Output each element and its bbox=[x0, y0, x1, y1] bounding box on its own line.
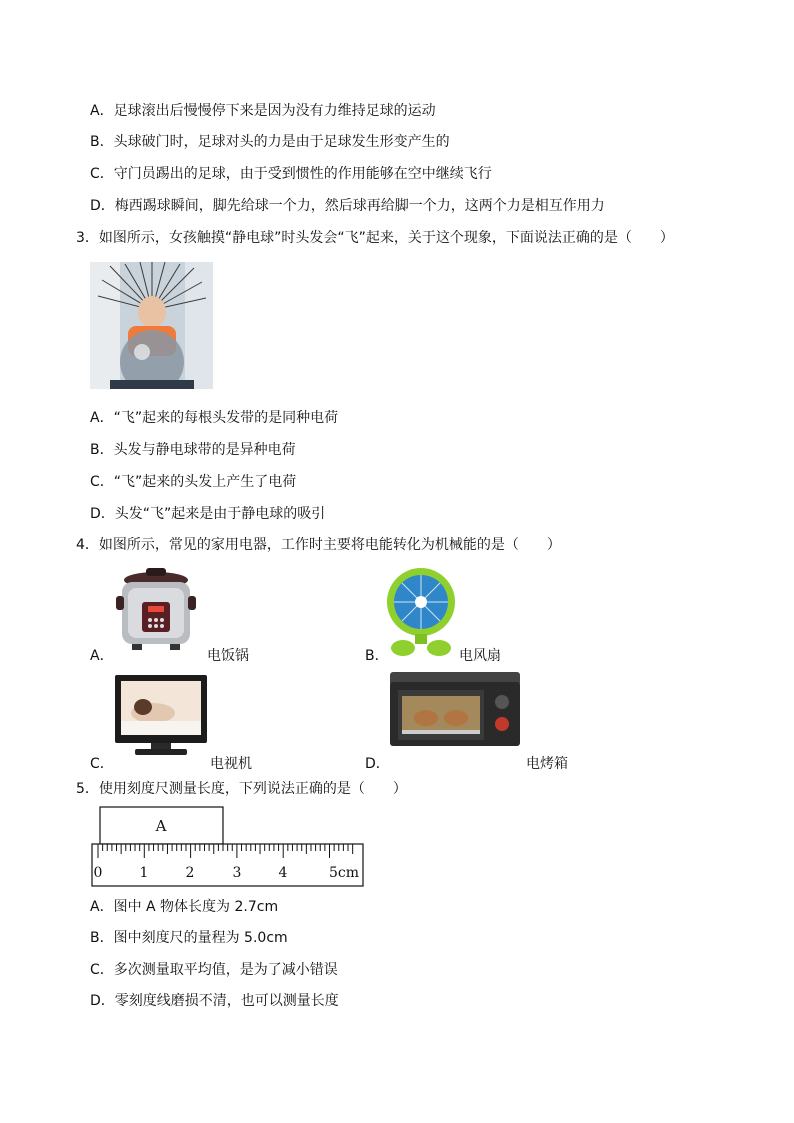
television-image bbox=[113, 673, 209, 765]
q4-option-c-letter: C． bbox=[90, 756, 114, 772]
ruler-diagram bbox=[90, 805, 366, 889]
static-ball-girl-photo bbox=[90, 262, 213, 389]
q4-option-b-letter: B． bbox=[365, 648, 389, 664]
ruler-number-1: 1 bbox=[139, 865, 149, 881]
ruler-number-3: 3 bbox=[232, 865, 242, 881]
q2-option-d: D．梅西踢球瞬间，脚先给球一个力，然后球再给脚一个力，这两个力是相互作用力 bbox=[90, 198, 605, 214]
q4-option-d-name: 电烤箱 bbox=[526, 756, 568, 772]
q5-stem: 5．使用刻度尺测量长度，下列说法正确的是（ ） bbox=[76, 781, 407, 797]
electric-oven-image bbox=[388, 670, 522, 750]
ruler-number-2: 2 bbox=[185, 865, 195, 881]
q3-option-b: B．头发与静电球带的是异种电荷 bbox=[90, 442, 296, 458]
q4-option-a-name: 电饭锅 bbox=[207, 648, 249, 664]
q3-option-a: A．“飞”起来的每根头发带的是同种电荷 bbox=[90, 410, 339, 426]
q4-option-a-letter: A． bbox=[90, 648, 114, 664]
q2-option-c: C．守门员踢出的足球，由于受到惯性的作用能够在空中继续飞行 bbox=[90, 166, 492, 182]
q5-option-c: C．多次测量取平均值，是为了减小错误 bbox=[90, 962, 338, 978]
rice-cooker-image bbox=[110, 566, 202, 658]
q3-option-c: C．“飞”起来的头发上产生了电荷 bbox=[90, 474, 297, 490]
q2-option-b: B．头球破门时，足球对头的力是由于足球发生形变产生的 bbox=[90, 134, 450, 150]
q5-option-b: B．图中刻度尺的量程为 5.0cm bbox=[90, 930, 288, 946]
q2-option-a: A．足球滚出后慢慢停下来是因为没有力维持足球的运动 bbox=[90, 103, 436, 119]
q3-option-d: D．头发“飞”起来是由于静电球的吸引 bbox=[90, 506, 326, 522]
object-a-label: A bbox=[155, 817, 167, 835]
q4-option-d-letter: D． bbox=[365, 756, 390, 772]
ruler-number-5cm: 5cm bbox=[328, 865, 360, 881]
q5-option-d: D．零刻度线磨损不清，也可以测量长度 bbox=[90, 993, 339, 1009]
q4-option-c-name: 电视机 bbox=[210, 756, 252, 772]
q3-stem: 3．如图所示，女孩触摸“静电球”时头发会“飞”起来，关于这个现象，下面说法正确的是（ ） bbox=[76, 230, 674, 246]
electric-fan-image bbox=[385, 566, 457, 658]
q4-stem: 4．如图所示，常见的家用电器，工作时主要将电能转化为机械能的是（ ） bbox=[76, 537, 561, 553]
q4-option-b-name: 电风扇 bbox=[459, 648, 501, 664]
ruler-number-0: 0 bbox=[93, 865, 103, 881]
ruler-number-4: 4 bbox=[278, 865, 288, 881]
q5-option-a: A．图中 A 物体长度为 2.7cm bbox=[90, 899, 279, 915]
